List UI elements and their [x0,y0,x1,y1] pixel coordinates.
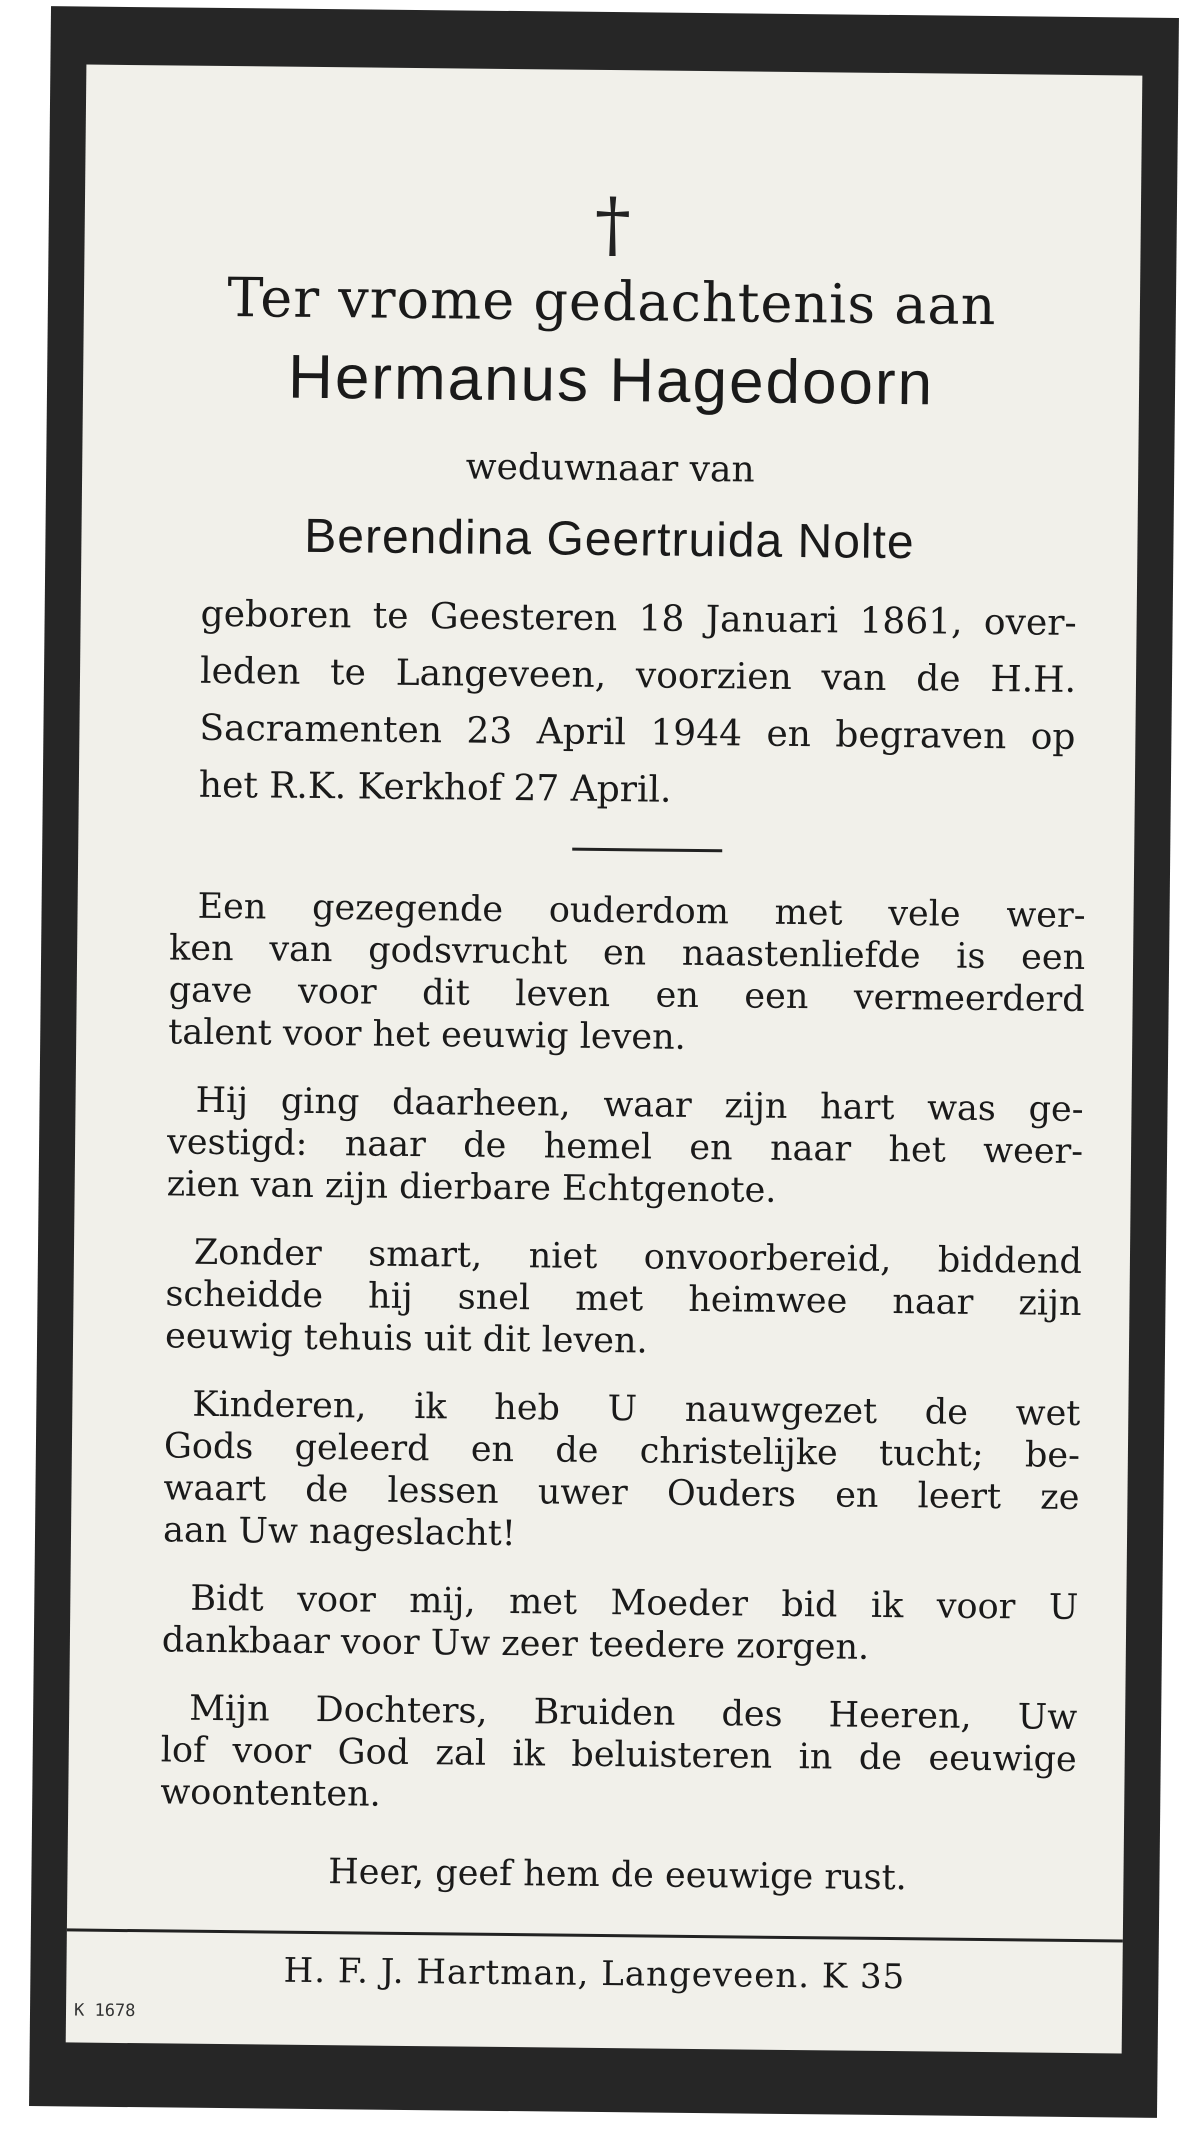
biography-line: geboren te Geesteren 18 Januari 1861, over- [200,593,1077,644]
text-line: woontenten. [160,1772,381,1815]
text-line: dankbaar voor Uw zeer teedere zorgen. [161,1620,870,1668]
memorial-text [159,885,1085,1901]
text-line: Mijn Dochters, Bruiden des Heeren, Uw [188,1688,1078,1738]
text-line: Kinderen, ik heb U nauwgezet de wet [192,1384,1081,1435]
memorial-paragraph [160,1687,1077,1823]
text-line: waart de lessen uwer Ouders en leert ze [163,1468,1080,1519]
memorial-paragraph [163,1383,1081,1561]
mourning-card [29,6,1179,2118]
text-line: eeuwig tehuis uit dit leven. [164,1316,648,1362]
memorial-paragraph [162,1577,1079,1671]
section-rule [572,848,722,853]
cross-icon: † [594,181,632,267]
text-line: Gods geleerd en de christelijke tucht; be- [163,1426,1081,1477]
text-line: vestigd: naar de hemel en naar het weer- [166,1122,1084,1173]
text-line: scheidde hij snel met heimwee naar zijn [165,1274,1082,1325]
deceased-name: Hermanus Hagedoorn [287,342,935,419]
relation-label: weduwnaar van [465,446,755,491]
text-line: gave voor dit leven en een vermeerderd [168,970,1085,1021]
print-code: K 1678 [73,2000,136,2022]
text-line: Hij ging daarheen, waar zijn hart was ge- [195,1080,1084,1131]
printer-imprint: H. F. J. Hartman, Langeveen. K 35 [283,1950,906,1998]
closing-prayer: Heer, geef hem de eeuwige rust. [327,1852,907,1899]
text-line: Een gezegende ouderdom met vele wer- [197,886,1086,937]
biography-text [199,586,1077,823]
card-heading: Ter vrome gedachtenis aan [227,266,997,338]
biography-line: het R.K. Kerkhof 27 April. [198,764,672,811]
spouse-name: Berendina Geertruida Nolte [304,509,915,570]
text-line: zien van zijn dierbare Echtgenote. [166,1164,777,1211]
memorial-paragraph [168,885,1086,1063]
text-line: aan Uw nageslacht! [162,1510,517,1555]
text-line: lof voor God zal ik beluisteren in de eeuwige [160,1730,1077,1780]
footer-divider [67,1928,1123,1942]
memorial-paragraph [165,1231,1082,1367]
card-paper [66,65,1143,2054]
text-line: talent voor het eeuwig leven. [168,1012,686,1058]
biography-line: leden te Langeveen, voorzien van de H.H. [199,650,1077,701]
text-line: Zonder smart, niet onvoorbereid, biddend [193,1232,1083,1283]
memorial-paragraph [166,1079,1083,1215]
biography-line: Sacramenten 23 April 1944 en begraven op [199,707,1076,758]
text-line: Bidt voor mij, met Moeder bid ik voor U [190,1578,1079,1628]
text-line: ken van godsvrucht en naastenliefde is een [168,928,1086,979]
